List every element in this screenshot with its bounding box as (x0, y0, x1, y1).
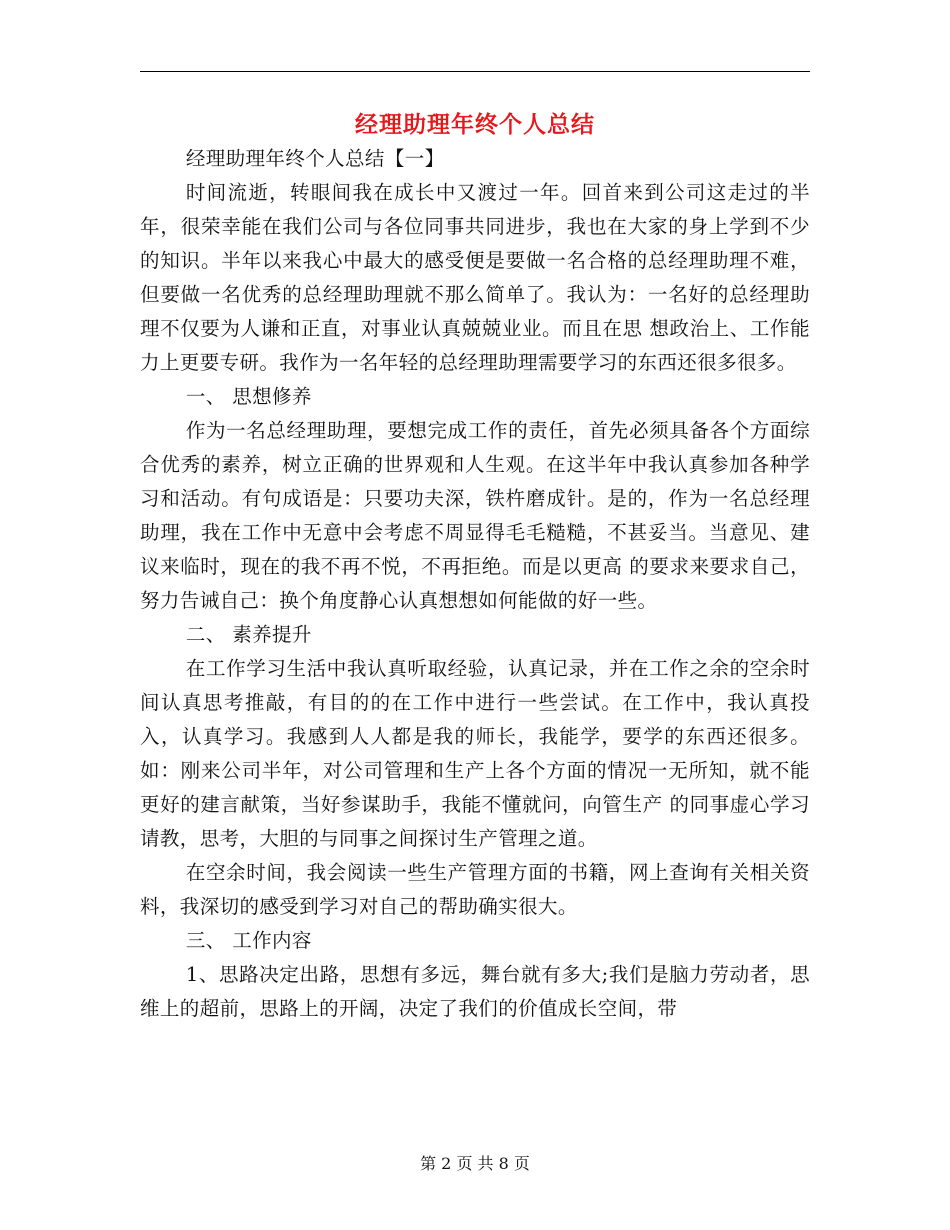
page-footer: 第 2 页 共 8 页 (420, 1154, 530, 1173)
document-body (140, 142, 810, 1026)
page-title: 经理助理年终个人总结 (355, 111, 595, 138)
body-paragraph-intro: 时间流逝，转眼间我在成长中又渡过一年。回首来到公司这走过的半年，很荣幸能在我们公司与各位同事共同进步，我也在大家的身上学到不少的知识。半年以来我心中最大的感受便是要做一名合格的总经理助理不难，但要做一名优秀的总经理助理就不那么简单了。我认为：一名好的总经理助理不仅要为人谦和正直，对事业认真兢兢业业。而且在思 想政治上、工作能力上更要专研。我作为一名年轻的总经理助理需要学习的东西还很多很多。 (140, 181, 810, 374)
section-heading-thought: 一、 思想修养 (185, 385, 312, 408)
body-paragraph-reading: 在空余时间，我会阅读一些生产管理方面的书籍，网上查询有关相关资料，我深切的感受到学习对自己的帮助确实很大。 (140, 861, 810, 918)
body-paragraph-work-1: 1、思路决定出路，思想有多远，舞台就有多大;我们是脑力劳动者，思维上的超前，思路上的开阔，决定了我们的价值成长空间，带 (140, 963, 810, 1020)
header-rule (140, 71, 810, 72)
section-subtitle: 经理助理年终个人总结【一】 (185, 147, 445, 170)
body-paragraph-quality: 在工作学习生活中我认真听取经验，认真记录，并在工作之余的空余时间认真思考推敲，有目的的在工作中进行一些尝试。在工作中，我认真投入，认真学习。我感到人人都是我的师长，我能学，要学的东西还很多。如：刚来公司半年，对公司管理和生产上各个方面的情况一无所知，就不能更好的建言献策，当好参谋助手，我能不懂就问，向管生产 的同事虚心学习请教，思考，大胆的与同事之间探讨生产管理之道。 (140, 657, 810, 850)
section-heading-quality: 二、 素养提升 (185, 623, 312, 646)
body-paragraph-thought: 作为一名总经理助理，要想完成工作的责任，首先必须具备各个方面综合优秀的素养，树立正确的世界观和人生观。在这半年中我认真参加各种学习和活动。有句成语是：只要功夫深，铁杵磨成针。是的，作为一名总经理助理，我在工作中无意中会考虑不周显得毛毛糙糙，不甚妥当。当意见、建议来临时，现在的我不再不悦，不再拒绝。而是以更高 的要求来要求自己，努力告诫自己：换个角度静心认真想想如何能做的好一些。 (140, 419, 810, 612)
section-heading-work: 三、 工作内容 (185, 929, 312, 952)
